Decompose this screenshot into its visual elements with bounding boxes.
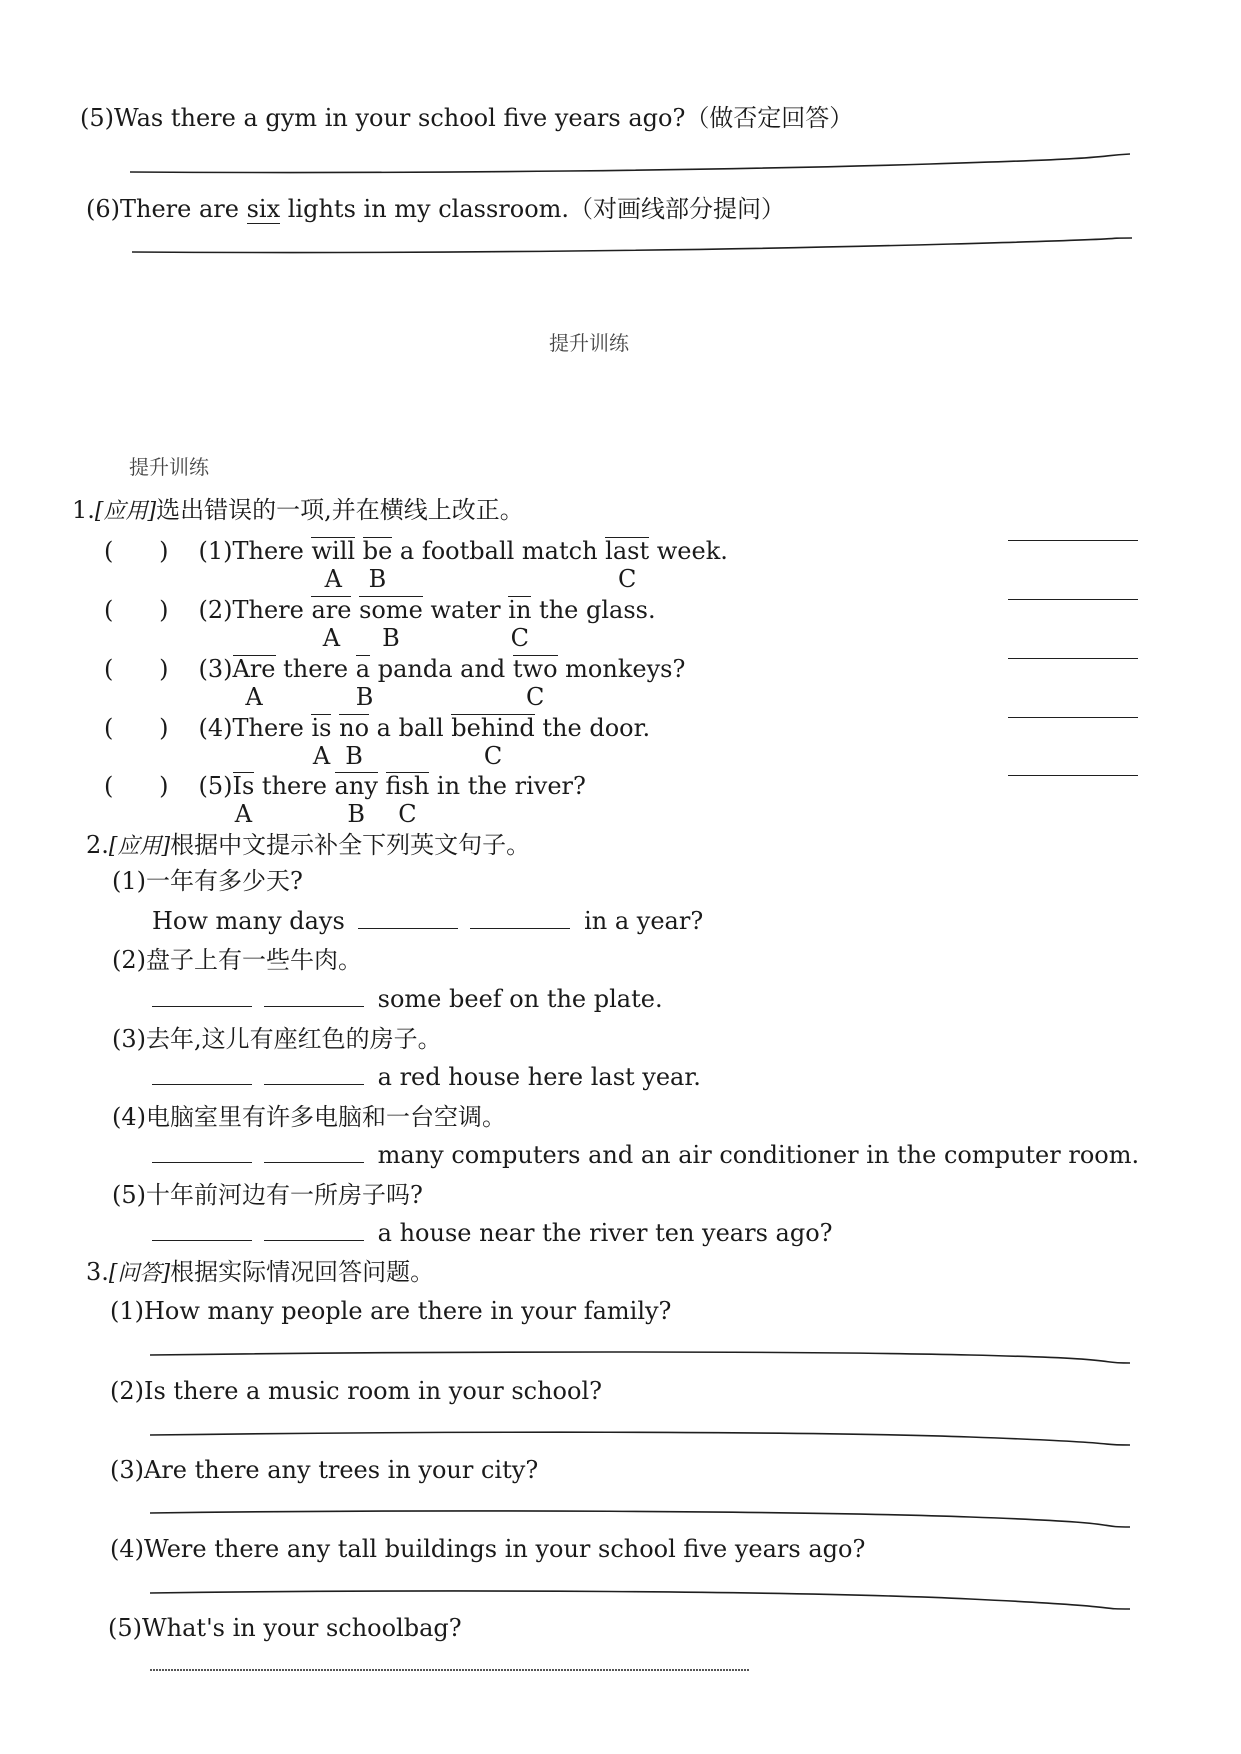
option-b — [362, 536, 393, 593]
option-label: C — [510, 624, 530, 652]
option-word: behind — [451, 714, 535, 742]
option-label: B — [355, 683, 374, 711]
option-label: B — [345, 742, 363, 770]
option-label: A — [324, 565, 342, 593]
option-word: will — [311, 537, 356, 565]
part-instruction: 选出错误的一项,并在横线上改正。 — [156, 496, 524, 524]
answer-blank[interactable] — [264, 1140, 364, 1163]
part-tag: [应用] — [108, 834, 171, 859]
sentence-text — [355, 537, 363, 565]
answer-paren[interactable]: ( ) — [104, 655, 169, 683]
question-note: （对画线部分提问） — [569, 195, 786, 223]
option-c — [512, 654, 558, 711]
option-label: B — [368, 565, 387, 593]
answer-line[interactable] — [150, 1660, 750, 1680]
item-number: (5) — [198, 772, 233, 800]
correction-line[interactable] — [1008, 717, 1138, 718]
answer-line[interactable] — [132, 228, 1132, 258]
option-word: in — [508, 596, 532, 624]
answer-paren[interactable]: ( ) — [104, 772, 169, 800]
part2-heading — [86, 830, 530, 862]
sentence-text: there — [275, 655, 356, 683]
option-word: last — [605, 537, 650, 565]
question-text-post: lights in my classroom. — [280, 195, 570, 223]
question-text-pre: There are — [120, 195, 247, 223]
sentence-text: There — [232, 537, 312, 565]
p3-question-5: (5)What's in your schoolbag? — [108, 1614, 462, 1642]
item-number: (2) — [198, 596, 233, 624]
answer-line[interactable] — [150, 1505, 1130, 1535]
answer-paren[interactable]: ( ) — [104, 537, 169, 565]
option-word: Are — [232, 655, 276, 683]
center-heading: 提升训练 — [549, 331, 629, 355]
item-number: (3) — [198, 655, 233, 683]
option-label: C — [483, 742, 503, 770]
option-word: no — [339, 714, 370, 742]
part1-heading — [72, 495, 524, 527]
p3-question-2: (2)Is there a music room in your school? — [110, 1377, 602, 1405]
correction-line[interactable] — [1008, 775, 1138, 776]
p3-question-3: (3)Are there any trees in your city? — [110, 1456, 539, 1484]
answer-blank[interactable] — [152, 984, 252, 1007]
option-label: C — [526, 683, 545, 711]
p2-item-4-en — [146, 1140, 1139, 1170]
sentence-post: many computers and an air conditioner in the computer room. — [377, 1141, 1140, 1169]
option-label: B — [347, 800, 366, 828]
sentence-text: monkeys? — [557, 655, 686, 683]
option-c — [605, 536, 650, 593]
part-instruction: 根据中文提示补全下列英文句子。 — [170, 831, 531, 859]
sentence-post: in a year? — [584, 907, 704, 935]
sentence-text: the glass. — [531, 596, 656, 624]
part-tag: [应用] — [94, 499, 157, 524]
answer-line[interactable] — [150, 1585, 1130, 1615]
correction-line[interactable] — [1008, 540, 1138, 541]
option-word: a — [355, 655, 371, 683]
item-number: (4) — [198, 714, 233, 742]
sentence-text: the door. — [534, 714, 651, 742]
part-number: 2. — [86, 831, 109, 859]
option-word: is — [311, 714, 332, 742]
p2-item-2-cn: (2)盘子上有一些牛肉。 — [112, 946, 362, 974]
question-note: （做否定回答） — [685, 104, 854, 132]
p2-item-5-cn: (5)十年前河边有一所房子吗? — [112, 1181, 423, 1209]
sentence-post: some beef on the plate. — [377, 985, 663, 1013]
option-label: A — [312, 742, 331, 770]
answer-line[interactable] — [130, 150, 1130, 180]
question-number: (5) — [80, 104, 114, 132]
sentence-text: a ball — [369, 714, 452, 742]
part-number: 1. — [72, 496, 95, 524]
option-b — [334, 771, 378, 828]
answer-paren[interactable]: ( ) — [104, 714, 169, 742]
sentence-text: there — [254, 772, 335, 800]
option-c — [385, 771, 430, 828]
answer-paren[interactable]: ( ) — [104, 596, 169, 624]
option-label: B — [382, 624, 400, 652]
option-word: be — [362, 537, 393, 565]
answer-blank[interactable] — [470, 906, 570, 929]
option-label: A — [245, 683, 263, 711]
sentence-text — [351, 596, 359, 624]
p1-item-3 — [104, 654, 686, 711]
part3-heading — [86, 1257, 434, 1289]
option-word: some — [359, 596, 423, 624]
p1-item-1 — [104, 536, 728, 593]
question-5 — [80, 103, 853, 133]
option-b — [355, 654, 374, 711]
option-c — [451, 713, 535, 770]
option-a — [232, 654, 276, 711]
p2-item-2-en — [146, 984, 663, 1014]
sentence-text: There — [232, 596, 312, 624]
sentence-text: in the river? — [429, 772, 586, 800]
sentence-text: a football match — [392, 537, 606, 565]
answer-blank[interactable] — [152, 1062, 252, 1085]
p2-item-5-en — [146, 1218, 833, 1248]
option-label: C — [617, 565, 637, 593]
option-word: any — [334, 772, 378, 800]
p1-item-2 — [104, 595, 656, 652]
sentence-text: There — [232, 714, 312, 742]
part-tag: [问答] — [108, 1261, 171, 1286]
answer-blank[interactable] — [152, 1218, 252, 1241]
answer-blank[interactable] — [358, 906, 458, 929]
part-instruction: 根据实际情况回答问题。 — [170, 1258, 435, 1286]
item-number: (1) — [198, 537, 233, 565]
p2-item-3-cn: (3)去年,这儿有座红色的房子。 — [112, 1025, 442, 1053]
p3-question-4: (4)Were there any tall buildings in your school five years ago? — [110, 1535, 866, 1563]
sentence-pre: How many days — [152, 907, 345, 935]
option-label: A — [234, 800, 253, 828]
answer-blank[interactable] — [264, 1062, 364, 1085]
sentence-text — [331, 714, 339, 742]
option-label: A — [322, 624, 341, 652]
option-a — [311, 595, 352, 652]
p2-item-4-cn: (4)电脑室里有许多电脑和一台空调。 — [112, 1103, 506, 1131]
sentence-text — [378, 772, 386, 800]
p2-item-1-en — [152, 906, 703, 936]
p2-item-3-en — [146, 1062, 701, 1092]
underlined-word: six — [246, 195, 281, 223]
answer-line[interactable] — [150, 1345, 1130, 1375]
option-b — [339, 713, 370, 770]
option-a — [232, 771, 255, 828]
answer-line[interactable] — [150, 1425, 1130, 1455]
question-text: Was there a gym in your school five years ago? — [114, 104, 686, 132]
sentence-text: water — [422, 596, 509, 624]
p2-item-1-cn: (1)一年有多少天? — [112, 867, 303, 895]
option-b — [359, 595, 423, 652]
answer-blank[interactable] — [264, 984, 364, 1007]
question-6 — [86, 194, 785, 224]
p1-item-4 — [104, 713, 651, 770]
correction-line[interactable] — [1008, 658, 1138, 659]
section-title: 提升训练 — [129, 455, 209, 479]
part-number: 3. — [86, 1258, 109, 1286]
sentence-post: a house near the river ten years ago? — [377, 1219, 833, 1247]
answer-blank[interactable] — [152, 1140, 252, 1163]
option-word: Is — [232, 772, 255, 800]
answer-blank[interactable] — [264, 1218, 364, 1241]
sentence-post: a red house here last year. — [377, 1063, 701, 1091]
p1-item-5 — [104, 771, 586, 828]
correction-line[interactable] — [1008, 599, 1138, 600]
sentence-text: week. — [649, 537, 728, 565]
p3-question-1: (1)How many people are there in your family? — [110, 1297, 672, 1325]
option-label: C — [398, 800, 417, 828]
option-word: two — [512, 655, 558, 683]
option-word: are — [311, 596, 352, 624]
question-number: (6) — [86, 195, 120, 223]
option-a — [311, 536, 356, 593]
option-word: fish — [385, 772, 430, 800]
option-c — [508, 595, 532, 652]
sentence-text: panda and — [370, 655, 513, 683]
option-a — [311, 713, 332, 770]
